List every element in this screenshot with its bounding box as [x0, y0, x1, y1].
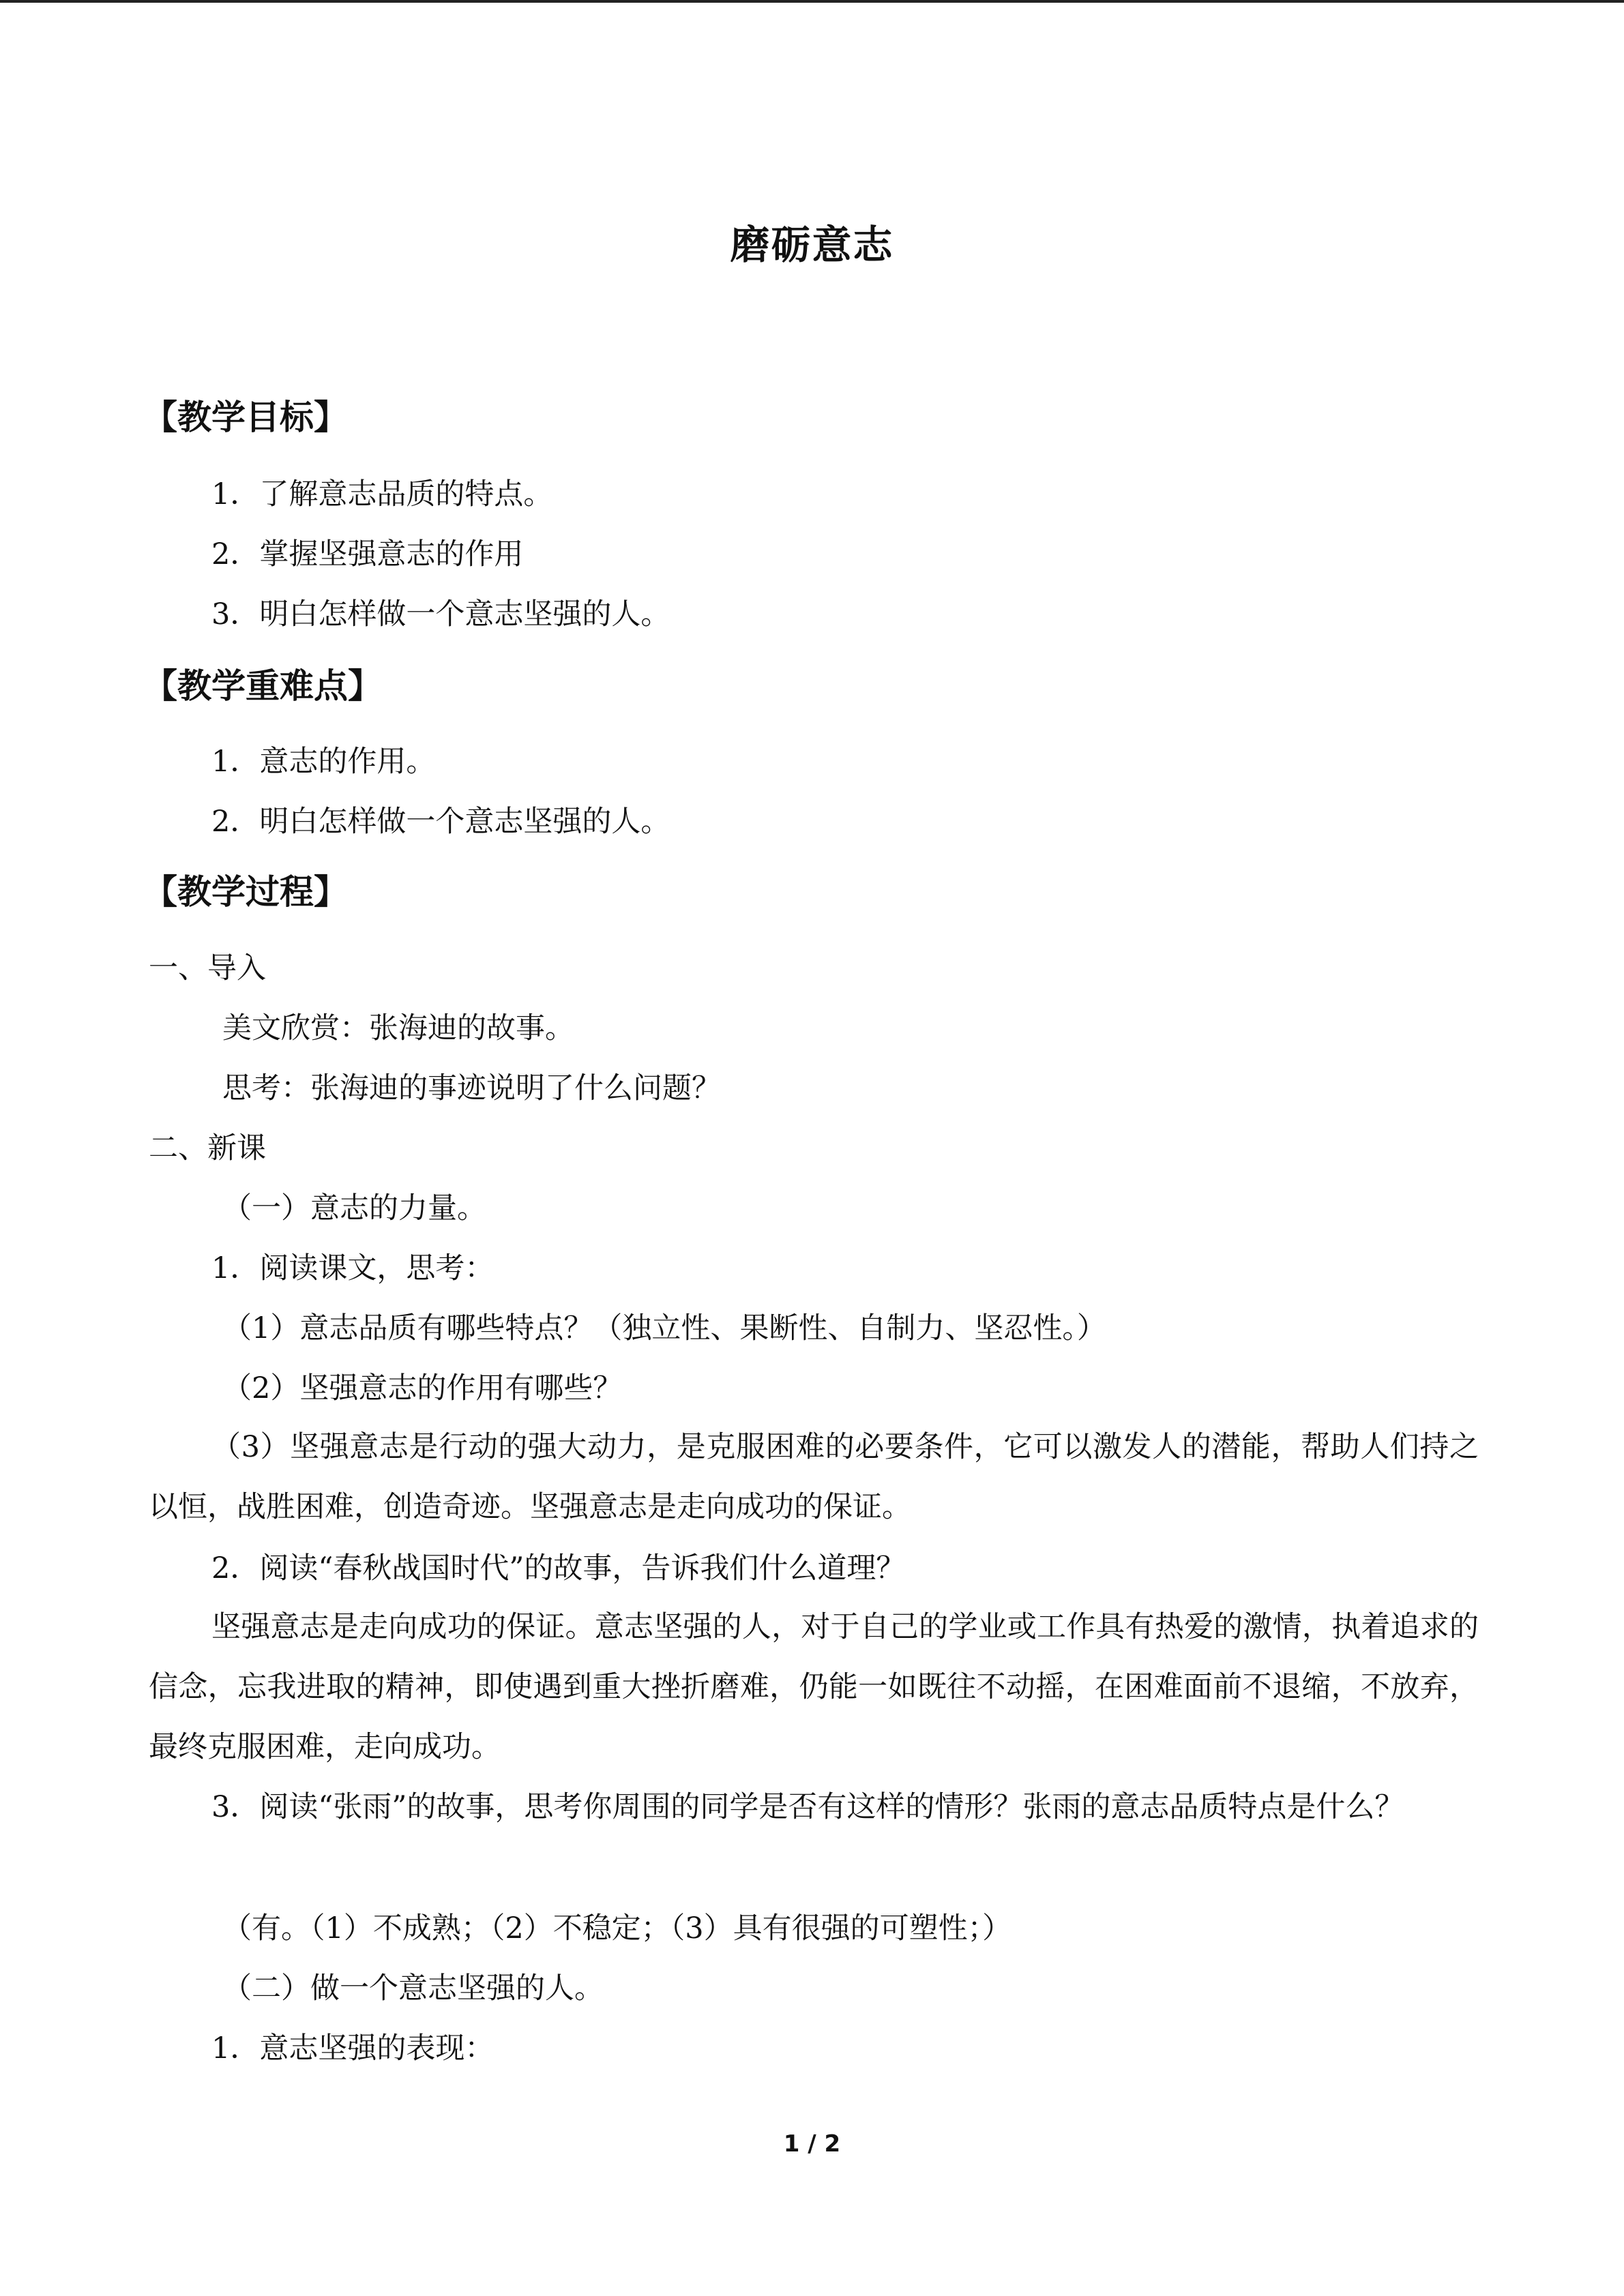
goal-item-1: 1．了解意志品质的特点。 [211, 477, 553, 511]
document-title: 磨砺意志 [730, 222, 894, 268]
question-1-2: （2）坚强意志的作用有哪些？ [222, 1371, 623, 1405]
heading-key-points: 【教学重难点】 [143, 666, 382, 706]
heading-teaching-goals: 【教学目标】 [143, 398, 348, 437]
heading-teaching-process: 【教学过程】 [143, 872, 348, 912]
intro-title: 一、导入 [149, 951, 266, 985]
part2-title: （二）做一个意志坚强的人。 [222, 1971, 604, 2006]
question-1: 1．阅读课文，思考： [211, 1251, 494, 1285]
question-3-paragraph: 3．阅读“张雨”的故事，思考你周围的同学是否有这样的情形？张雨的意志品质特点是什么？ [211, 1790, 1404, 1824]
key-point-item-1: 1．意志的作用。 [211, 745, 436, 779]
question-3-answer: （有。（1）不成熟；（2）不稳定；（3）具有很强的可塑性；） [222, 1911, 1012, 1945]
intro-line-2: 思考：张海迪的事迹说明了什么问题？ [222, 1071, 721, 1105]
goal-item-3: 3．明白怎样做一个意志坚强的人。 [211, 597, 670, 631]
question-1-1: （1）意志品质有哪些特点？（独立性、果断性、自制力、坚忍性。） [222, 1311, 1106, 1345]
key-point-item-2: 2．明白怎样做一个意志坚强的人。 [211, 805, 670, 839]
part1-title: （一）意志的力量。 [222, 1191, 486, 1225]
goal-item-2: 2．掌握坚强意志的作用 [211, 537, 524, 571]
page-number: 1 / 2 [783, 2130, 841, 2158]
top-border-rule [0, 0, 1624, 3]
question-2: 2．阅读“春秋战国时代”的故事，告诉我们什么道理？ [211, 1551, 906, 1585]
question-2-answer-paragraph: 坚强意志是走向成功的保证。意志坚强的人，对于自己的学业或工作具有热爱的激情，执着追求的信念，忘我进取的精神，即使遇到重大挫折磨难，仍能一如既往不动摇，在困难面前不退缩，不放弃，最终克服困难，走向成功。 [149, 1610, 1479, 1764]
intro-line-1: 美文欣赏：张海迪的故事。 [222, 1011, 574, 1045]
part2-item-1: 1．意志坚强的表现： [211, 2031, 494, 2066]
new-lesson-title: 二、新课 [149, 1131, 266, 1165]
question-1-3-paragraph: （3）坚强意志是行动的强大动力，是克服困难的必要条件，它可以激发人的潜能，帮助人们持之以恒，战胜困难，创造奇迹。坚强意志是走向成功的保证。 [149, 1430, 1479, 1524]
